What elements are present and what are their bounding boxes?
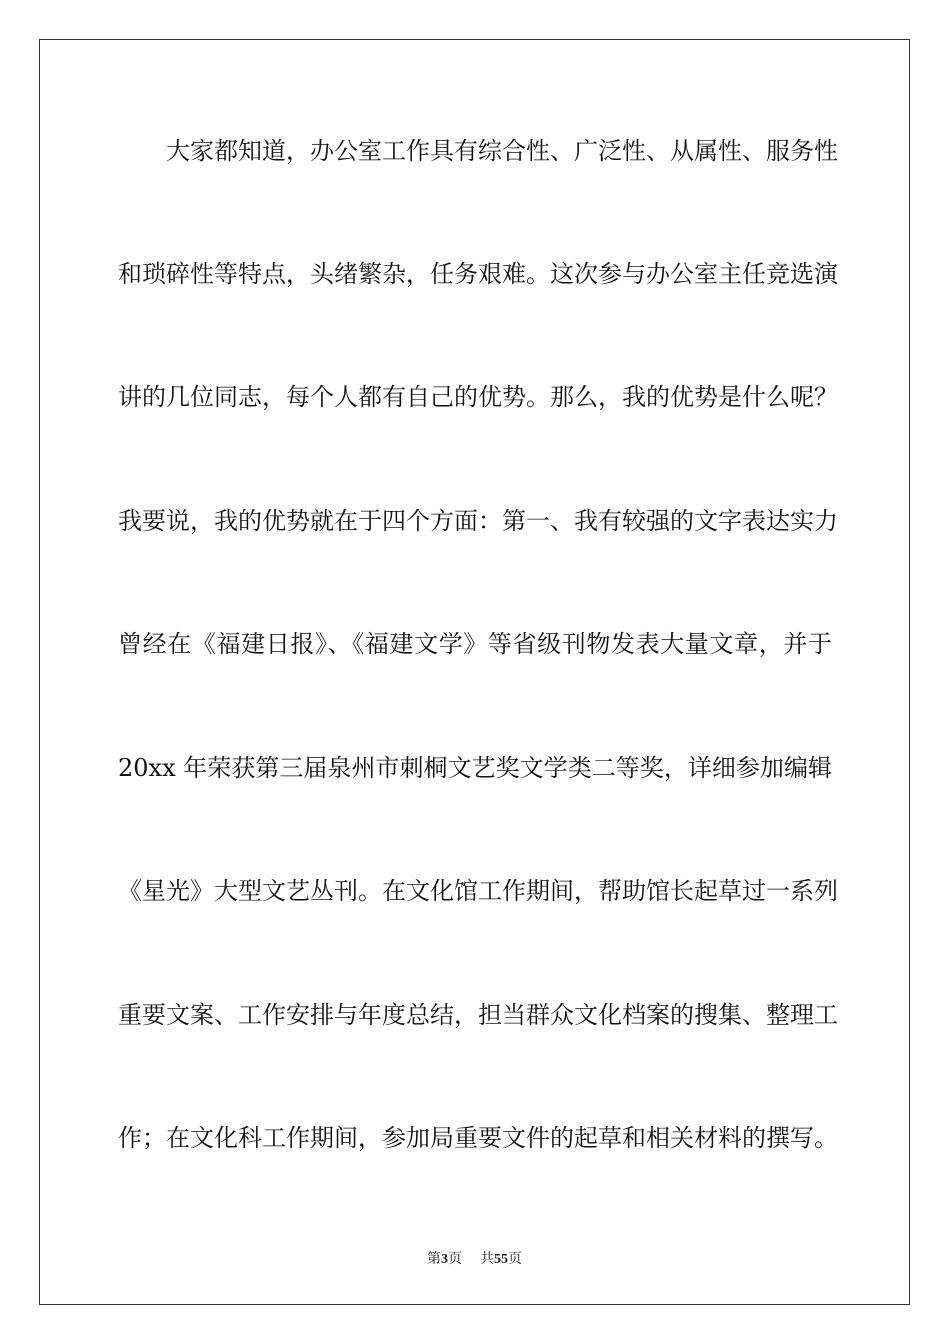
document-page xyxy=(39,39,910,1305)
page-label-suffix: 页 xyxy=(448,1251,462,1267)
page-number: 3 xyxy=(441,1252,448,1267)
page-label-prefix: 第 xyxy=(427,1251,441,1267)
total-label-suffix: 页 xyxy=(508,1251,522,1267)
paragraph-line-8: 重要文案、工作安排与年度总结，担当群众文化档案的搜集、整理工 xyxy=(118,1001,838,1029)
page-footer xyxy=(40,1248,909,1268)
paragraph-line-2: 和琐碎性等特点，头绪繁杂，任务艰难。这次参与办公室主任竞选演 xyxy=(118,260,838,288)
paragraph-line-3: 讲的几位同志，每个人都有自己的优势。那么，我的优势是什么呢？ xyxy=(118,383,838,411)
paragraph-line-5: 曾经在《福建日报》、《福建文学》等省级刊物发表大量文章，并于 xyxy=(118,630,832,658)
paragraph-line-4: 我要说，我的优势就在于四个方面：第一、我有较强的文字表达实力 xyxy=(118,507,838,535)
paragraph-line-6: 20xx 年荣获第三届泉州市刺桐文艺奖文学类二等奖，详细参加编辑 xyxy=(118,754,832,782)
total-pages: 55 xyxy=(494,1252,508,1267)
paragraph-line-1: 大家都知道，办公室工作具有综合性、广泛性、从属性、服务性 xyxy=(166,137,838,165)
paragraph-line-9: 作；在文化科工作期间，参加局重要文件的起草和相关材料的撰写。 xyxy=(118,1124,838,1152)
paragraph-line-7: 《星光》大型文艺丛刊。在文化馆工作期间，帮助馆长起草过一系列 xyxy=(118,877,838,905)
total-label-prefix: 共 xyxy=(480,1251,494,1267)
